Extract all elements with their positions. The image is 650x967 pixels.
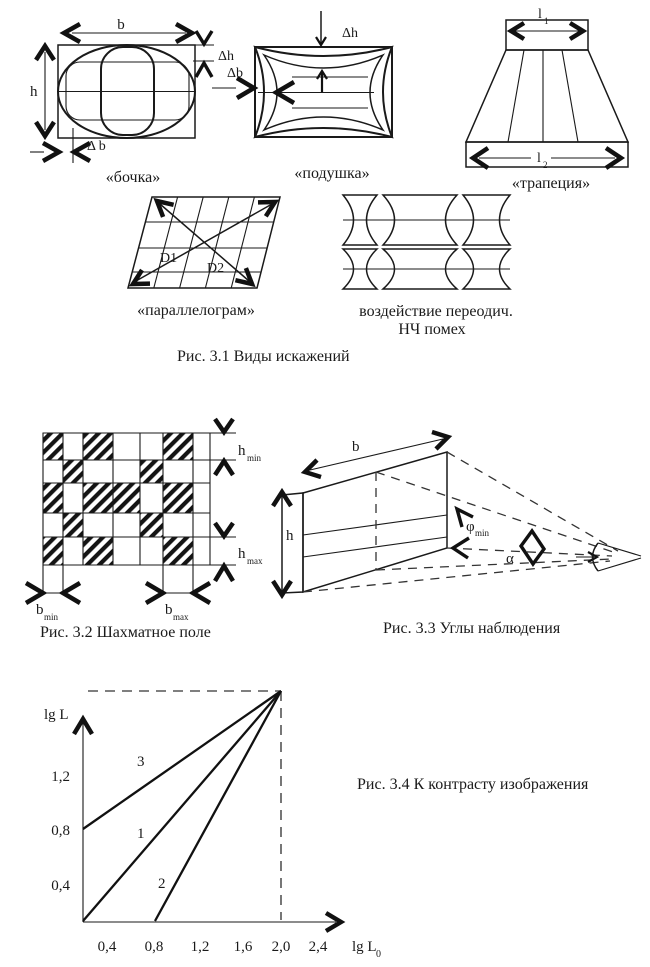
- sight-line: [447, 548, 612, 556]
- screen-division-line: [303, 515, 447, 535]
- h-max-subscript: max: [247, 556, 263, 566]
- pincushion-db-label: Δb: [227, 66, 244, 81]
- alpha-label: α: [506, 551, 514, 567]
- x-tick-1-2: 1,2: [190, 939, 210, 955]
- x-tick-2-0: 2,0: [271, 939, 291, 955]
- angle-diamond-marker: [521, 531, 544, 564]
- pincushion-dh-label: Δh: [342, 26, 359, 41]
- sight-line: [376, 472, 616, 553]
- fig34-caption: Рис. 3.4 К контрасту изображения: [357, 776, 589, 793]
- arrow-left-icon: [453, 538, 469, 558]
- b-min-label: b: [36, 602, 44, 618]
- arrow-up-icon: [196, 63, 212, 77]
- l2-subscript: 2: [543, 160, 548, 170]
- h-min-label: h: [238, 443, 246, 459]
- barrel-caption: «бочка»: [105, 169, 161, 186]
- viewing-angles-figure: [273, 432, 641, 637]
- fig32-caption: Рис. 3.2 Шахматное поле: [40, 624, 211, 641]
- curve-3: [83, 691, 281, 829]
- fig31-caption: Рис. 3.1 Виды искажений: [177, 348, 350, 365]
- d1-label: D1: [160, 251, 178, 266]
- x-axis-label-subscript: 0: [376, 949, 381, 960]
- screen-front-face: [303, 452, 447, 592]
- gridline: [231, 197, 254, 288]
- l2-label: l: [537, 151, 541, 166]
- d2-label: D2: [207, 261, 225, 276]
- arrow-down-icon: [196, 31, 212, 44]
- checkerboard-figure: [26, 419, 263, 641]
- x-tick-1-6: 1,6: [233, 939, 253, 955]
- noise-caption-line1: воздействие переодич.: [359, 303, 513, 320]
- fig33-caption: Рис. 3.3 Углы наблюдения: [383, 620, 561, 637]
- b-max-label: b: [165, 602, 173, 618]
- arrow-right-icon: [237, 78, 254, 98]
- arrow-left-icon: [63, 583, 80, 603]
- h-label: h: [286, 528, 294, 544]
- arrow-down-icon: [215, 523, 233, 536]
- sight-line: [447, 452, 618, 551]
- trapezoid-caption: «трапеция»: [511, 175, 591, 192]
- arrow-right-icon: [26, 583, 43, 603]
- pincushion-caption: «подушка»: [294, 165, 370, 182]
- h-max-label: h: [238, 546, 246, 562]
- y-tick-1-2: 1,2: [51, 769, 70, 785]
- y-tick-0-8: 0,8: [51, 823, 70, 839]
- arrow-right-icon: [43, 143, 59, 161]
- trapezoid-gridline: [508, 50, 524, 142]
- y-axis-label: lg L: [44, 707, 69, 723]
- barrel-distortion-figure: [30, 17, 234, 186]
- gridline: [180, 197, 204, 288]
- parallelogram-distortion-figure: [128, 197, 280, 319]
- trapezoid-distortion-figure: [466, 7, 628, 192]
- contrast-graph-figure: [44, 691, 589, 960]
- hatched-cells: [43, 433, 193, 565]
- lf-noise-figure: [343, 195, 513, 338]
- h-min-subscript: min: [247, 453, 262, 463]
- barrel-dh-label: Δh: [218, 49, 235, 64]
- curve-1: [83, 691, 281, 921]
- x-axis-label: lg L: [352, 939, 377, 955]
- arrow-right-icon: [146, 583, 163, 603]
- curve-2: [155, 691, 281, 921]
- arrow-left-icon: [193, 583, 210, 603]
- checkerboard-grid: [43, 433, 236, 593]
- x-tick-0-8: 0,8: [144, 939, 164, 955]
- l1-subscript: 1: [544, 16, 549, 26]
- gridline: [154, 197, 178, 288]
- curve-2-label: 2: [158, 876, 166, 892]
- phi-min-subscript: min: [475, 528, 490, 538]
- b-max-subscript: max: [173, 612, 189, 622]
- l1-label: l: [538, 7, 542, 22]
- barrel-h-label: h: [30, 84, 38, 100]
- x-tick-0-4: 0,4: [97, 939, 117, 955]
- diagonal-d2: [160, 204, 249, 281]
- trapezoid-body: [466, 50, 628, 142]
- parallelogram-caption: «параллелограм»: [137, 302, 255, 319]
- b-shaft: [310, 439, 443, 470]
- noise-caption-line2: НЧ помех: [398, 321, 466, 338]
- phi-min-label: φ: [466, 519, 475, 535]
- b-label: b: [352, 439, 360, 455]
- trapezoid-gridline: [562, 50, 578, 142]
- y-tick-0-4: 0,4: [51, 878, 70, 894]
- b-min-subscript: min: [44, 612, 59, 622]
- curve-3-label: 3: [137, 754, 145, 770]
- barrel-db-label: Δ b: [87, 139, 106, 154]
- pincushion-distortion-figure: [212, 11, 392, 182]
- x-tick-2-4: 2,4: [308, 939, 328, 955]
- curve-1-label: 1: [137, 826, 145, 842]
- arrow-up-icon: [215, 461, 233, 475]
- arrow-up-right-icon: [258, 202, 275, 216]
- barrel-b-label: b: [117, 17, 125, 33]
- arrow-up-icon: [215, 566, 233, 581]
- arrow-down-icon: [215, 419, 233, 432]
